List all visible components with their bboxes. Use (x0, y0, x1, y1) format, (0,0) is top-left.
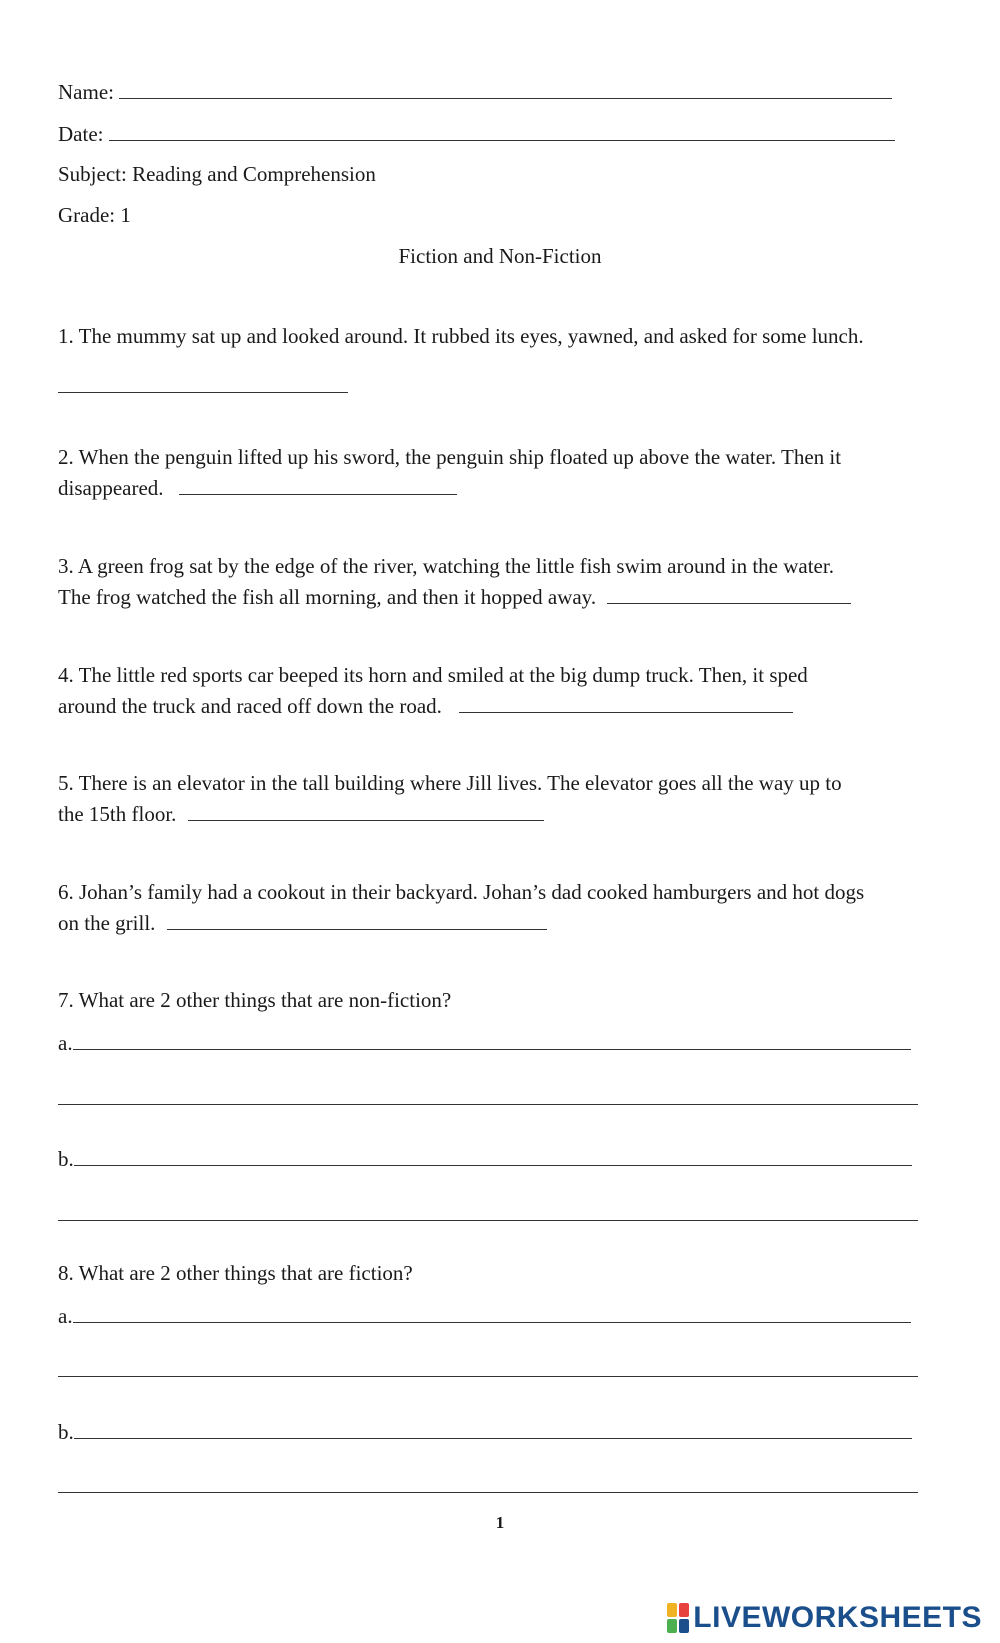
answer-4-field[interactable] (459, 690, 793, 713)
page-number: 1 (495, 1513, 505, 1532)
answer-1-field[interactable] (58, 392, 348, 393)
grade-line: Grade: 1 (58, 203, 131, 227)
question-5-text-line-1: 5. There is an elevator in the tall building where Jill lives. The elevator goes all the way up to (58, 771, 842, 795)
answer-3-field[interactable] (607, 581, 851, 604)
logo-block-blue (679, 1619, 689, 1633)
date-row (58, 118, 895, 148)
question-1-text: 1. The mummy sat up and looked around. It rubbed its eyes, yawned, and asked for some lunch. (58, 324, 864, 348)
answer-5-field[interactable] (188, 798, 544, 821)
question-7a-row (58, 1027, 911, 1057)
question-6-text-line-1: 6. Johan’s family had a cookout in their backyard. Johan’s dad cooked hamburgers and hot dogs (58, 880, 865, 904)
answer-2-field[interactable] (179, 472, 457, 495)
answer-8b-field[interactable] (74, 1416, 912, 1439)
question-6 (58, 878, 864, 938)
question-1 (58, 322, 864, 351)
subject-line: Subject: Reading and Comprehension (58, 162, 376, 186)
answer-8a-extra-line[interactable] (58, 1376, 918, 1377)
answer-7a-extra-line[interactable] (58, 1104, 918, 1105)
answer-7b-field[interactable] (74, 1143, 912, 1166)
question-7-prompt: 7. What are 2 other things that are non-fiction? (58, 988, 452, 1012)
question-8a-row (58, 1300, 911, 1330)
name-row (58, 76, 892, 106)
question-8a-label: a. (58, 1304, 73, 1328)
question-7a-label: a. (58, 1031, 73, 1055)
liveworksheets-logo-text: LIVEWORKSHEETS (693, 1601, 982, 1634)
question-6-text-line-2: on the grill. (58, 911, 156, 935)
question-5-text-line-2: the 15th floor. (58, 802, 177, 826)
logo-block-yellow (667, 1603, 677, 1617)
question-5 (58, 769, 842, 829)
answer-8b-extra-line[interactable] (58, 1492, 918, 1493)
question-2 (58, 443, 841, 503)
date-field[interactable] (109, 118, 895, 141)
question-3-text-line-2: The frog watched the fish all morning, and then it hopped away. (58, 585, 597, 609)
date-label: Date: (58, 122, 104, 146)
worksheet-title: Fiction and Non-Fiction (398, 244, 602, 268)
question-3 (58, 552, 851, 612)
question-4-text-line-1: 4. The little red sports car beeped its horn and smiled at the big dump truck. Then, it sped (58, 663, 808, 687)
question-8b-label: b. (58, 1420, 74, 1444)
logo-block-green (667, 1619, 677, 1633)
answer-7a-field[interactable] (73, 1027, 911, 1050)
question-7b-row (58, 1143, 912, 1173)
answer-7b-extra-line[interactable] (58, 1220, 918, 1221)
question-8-prompt: 8. What are 2 other things that are fiction? (58, 1261, 413, 1285)
liveworksheets-logo-icon (667, 1603, 689, 1633)
name-label: Name: (58, 80, 114, 104)
question-2-text-line-2: disappeared. (58, 476, 164, 500)
name-field[interactable] (119, 76, 892, 99)
logo-block-red (679, 1603, 689, 1617)
question-4-text-line-2: around the truck and raced off down the road. (58, 694, 442, 718)
answer-6-field[interactable] (167, 907, 547, 930)
question-8b-row (58, 1416, 912, 1446)
question-2-text-line-1: 2. When the penguin lifted up his sword, the penguin ship floated up above the water. Then it (58, 445, 842, 469)
liveworksheets-logo (667, 1601, 982, 1635)
question-4 (58, 661, 808, 721)
question-3-text-line-1: 3. A green frog sat by the edge of the river, watching the little fish swim around in the water. (58, 554, 834, 578)
question-7b-label: b. (58, 1147, 74, 1171)
answer-8a-field[interactable] (73, 1300, 911, 1323)
